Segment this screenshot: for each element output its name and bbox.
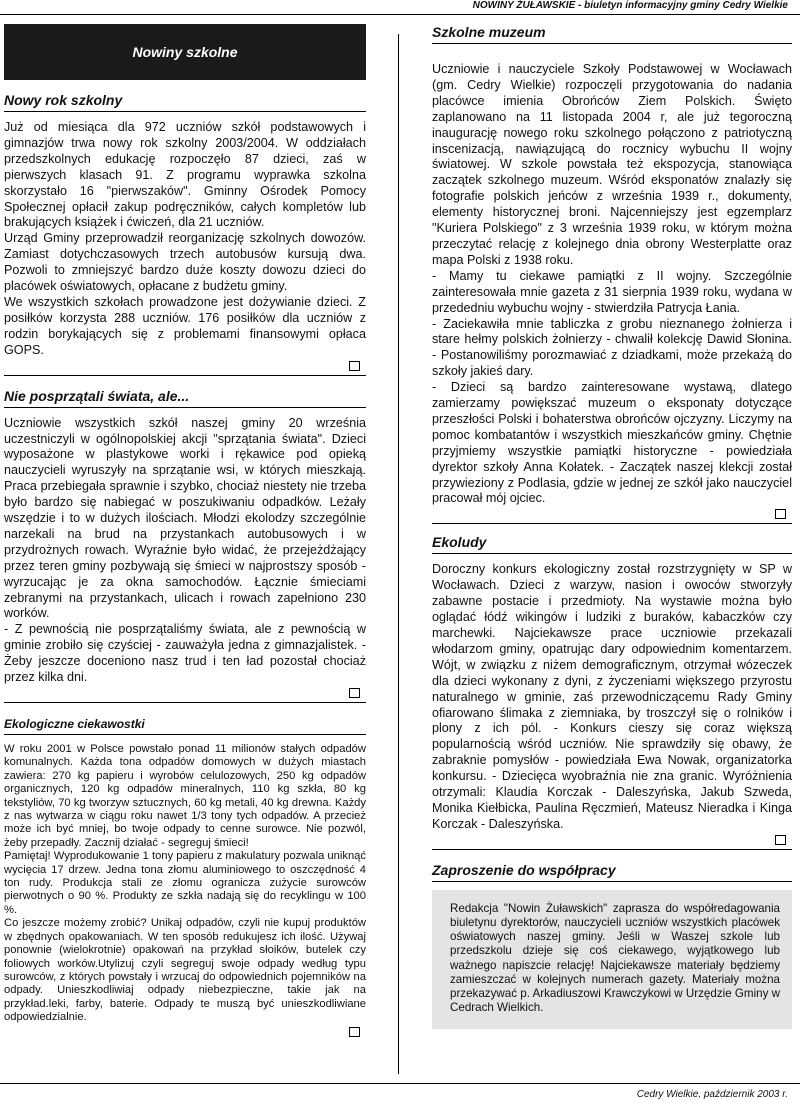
article-title-ekoludy: Ekoludy	[432, 534, 792, 554]
article-title-nie-posprzatali: Nie posprzątali świata, ale...	[4, 388, 366, 408]
end-of-article-box	[775, 835, 786, 845]
paragraph: - Mamy tu ciekawe pamiątki z II wojny. Szczególnie zainteresowała mnie gazeta z 31 sierpnia 1939 roku, wydana w przededniu wybuchu wojny - stwierdziła Patrycja Łania.	[432, 268, 792, 315]
paragraph: Pamiętaj! Wyprodukowanie 1 tony papieru z makulatury pozwala uniknąć wycięcia 17 drzew. Jedna tona złomu aluminiowego to oszczędność 4 ton rudy. Produkcja stali ze złomu ogranicza zużycie surowców pierwotnych o 90 %. Produkty ze szkła nadają się do recyklingu w 100 %.	[4, 850, 366, 916]
paragraph: Uczniowie i nauczyciele Szkoły Podstawowej w Wocławach (gm. Cedry Wielkie) rozpoczęli przygotowania do nadania placówce imienia Obrońców Ziem Polskich. Święto zaplanowano na 11 listopada 2004 r, ale już tegoroczną inaugurację nowego roku szkolnego połączono z patriotyczną inscenizacją, nawiązującą do rocznicy wybuchu II wojny światowej. W szkole powstała też ekspozycja, stanowiąca zaczątek szkolnego muzeum. Wśród eksponatów znalazły się fotografie polskich jeńców z września 1939 r., dokumenty, elementy historycznej broni. Najcenniejszy jest egzemplarz "Kuriera Polskiego" z 3 września 1939 roku, w którym można przeczytać relację z kolejnego dnia obrony Westerplatte oraz mapa Polski z 1938 roku.	[432, 62, 792, 267]
article-title-eko-ciekawostki: Ekologiczne ciekawostki	[4, 717, 366, 735]
invitation-box	[432, 890, 792, 1030]
article-nie-posprzatali	[4, 416, 366, 698]
footer-text: Cedry Wielkie, październik 2003 r.	[636, 1089, 788, 1100]
article-nowy-rok	[4, 120, 366, 371]
paragraph: - Dzieci są bardzo zainteresowane wystawą, dlatego zamierzamy powiększać muzeum o eksponaty dotyczące przeszłości Polski i bohaterstwa obrońców ojczyzny. Liczymy na pomoc kombatantów i wszystkich mieszkańców gminy. Chętnie przyjmiemy wszystkie pamiątki historyczne - powiedziała dyrektor szkoły Anna Kołatek. - Zaczątek naszej klekcji został przywieziony z Podlasia, gdzie w jednej ze szkół jako nauczyciel pracował mój ojciec.	[432, 380, 792, 506]
end-of-article-box	[349, 1027, 360, 1037]
left-column	[4, 24, 366, 1037]
column-divider	[398, 34, 399, 1074]
end-of-article-box	[775, 509, 786, 519]
footer-rule	[0, 1083, 800, 1084]
paragraph: Już od miesiąca dla 972 uczniów szkół podstawowych i gimnazjów trwa nowy rok szkolny 2003/2004. W oddziałach przedszkolnych edukację rozpoczęło 87 dzieci, zaś w pierwszych klasach 91. Z programu wyprawka szkolna skorzystało 16 "pierwszaków". Gminny Ośrodek Pomocy Społecznej opłacił zakup podręczników, całych kompletów lub brakujących książek i ćwiczeń, dla 21 uczniów.	[4, 120, 366, 230]
paragraph: We wszystkich szkołach prowadzone jest dożywianie dzieci. Z posiłków korzysta 288 uczniów. 176 posiłków dla uczniów z rodzin borykających się z problemami finansowymi opłaca GOPS.	[4, 294, 366, 357]
right-column	[432, 24, 792, 1029]
section-banner: Nowiny szkolne	[4, 24, 366, 80]
end-of-article-box	[349, 688, 360, 698]
article-ekoludy	[432, 562, 792, 844]
article-title-nowy-rok: Nowy rok szkolny	[4, 92, 366, 112]
paragraph: Urząd Gminy przeprowadził reorganizację szkolnych dowozów. Zamiast dotychczasowych trzech autobusów kursują dwa. Pozwoli to zmniejszyć bardzo duże koszty dowozu dzieci do placówek oświatowych, opłacane z budżetu gminy.	[4, 231, 366, 294]
paragraph: - Zaciekawiła mnie tabliczka z grobu nieznanego żołnierza i stare hełmy polskich żołnierzy - chwalił kolekcję Dawid Słonina. - Postanowiliśmy porozmawiać z dziadkami, może przekażą do szkoły jakieś dary.	[432, 316, 792, 379]
article-eko-ciekawostki	[4, 743, 366, 1037]
paragraph: Uczniowie wszystkich szkół naszej gminy 20 września uczestniczyli w ogólnopolskiej akcji "sprzątania świata". Dzieci wyposażone w plastykowe worki i rękawice pod opieką nauczycieli wyruszyły na sprzątanie wsi, w których mieszkają. Praca przebiegała sprawnie i szybko, chociaż niestety nie trzeba było bardzo się nabiegać w poszukiwaniu odpadków. Leżały wszędzie i to w dużych ilościach. Młodzi ekolodzy szczególnie narzekali na brud na przystankach autobusowych i w przydrożnych rowach. Wyraźnie było widać, że przejeżdżający przez teren gminy pozbywają się śmieci w najprostszy sposób - wyrzucając je za okna samochodów. Łącznie śmieciami zebranymi na przystankach, ulicach i rowach zapełniono 230 worków.	[4, 415, 366, 621]
article-muzeum	[432, 62, 792, 519]
header-rule	[0, 14, 800, 15]
paragraph: Doroczny konkurs ekologiczny został rozstrzygnięty w SP w Wocławach. Dzieci z warzyw, nasion i owoców stworzyły zabawne postacie i przedmioty. Na wystawie można było oglądać łódź wikingów i ludziki z buraków, kabaczków czy marchewki. Najciekawsze prace uczniowie przekazali włodarzom gminy, opatrując dary odpowiednim komentarzem. Wójt, w związku z niżem demograficznym, otrzymał wózeczek dla dzieci wykonany z dyni, z życzeniami większego przyrostu naturalnego w gminie, zaś przewodniczącemu Rady Gminy ofiarowano ślimaka z ziemniaka, by troszczył się o rolników i plony z ich pól. - Konkurs cieszy się coraz większą popularnością wśród uczniów. Nie sprawdziły się obawy, że zabraknie pomysłów - powiedziała Ewa Nowak, organizatorka konkursu. - Dziecięca wyobraźnia nie zna granic. Wyróżnienia otrzymali: Klaudia Korczak - Daleszyńska, Jakub Szweda, Monika Kiełbicka, Paulina Ręczmień, Mateusz Nieradka i Kinga Korczak - Daleszyńska.	[432, 562, 792, 831]
end-of-article-box	[349, 361, 360, 371]
paragraph: W roku 2001 w Polsce powstało ponad 11 milionów stałych odpadów komunalnych. Każda tona odpadów domowych w dużych miastach zawiera: 270 kg papieru i wyrobów celulozowych, 250 kg odpadów organicznych, 120 kg odpadów mineralnych, 110 kg szkła, 80 kg tekstyliów, 70 kg tworzyw sztucznych, 60 kg metali, 40 kg drewna. Każdy z nas wytwarza w ciągu roku nawet 1/3 tony tych odpadów. A przecież może ich być mniej, bo twoje odpady to cenne surowce. Nie pozwól, żeby przepadły. Zacznij działać - segreguj śmieci!	[4, 743, 366, 849]
newsletter-header-title: NOWINY ŻUŁAWSKIE - biuletyn informacyjny gminy Cedry Wielkie	[472, 0, 788, 11]
paragraph: Co jeszcze możemy zrobić? Unikaj odpadów, czyli nie kupuj produktów w zbędnych opakowaniach. W ten sposób redukujesz ich ilość. Używaj ponownie (wielokrotnie) opakowań na przykład słoików, butelek czy foliowych worków.Utylizuj czyli segreguj swoje odpady według typu surowców, z których powstały i wrzucaj do odpowiednich pojemników na odpady. Unieszkodliwiaj odpady niebezpieczne, takie jak na przykład.leki, farby, baterie. Odpady te muszą być unieszkodliwiane odpowiedzialnie.	[4, 917, 366, 1024]
article-title-zaproszenie: Zaproszenie do współpracy	[432, 862, 792, 882]
article-title-muzeum: Szkolne muzeum	[432, 24, 792, 44]
paragraph: Redakcja "Nowin Żuławskich" zaprasza do współredagowania biuletynu dyrektorów, nauczycieli uczniów wszystkich placówek oświatowych naszej gminy. Jeśli w Waszej szkole lub przedszkolu dzieje się coś ciekawego, wyjątkowego lub ważnego napiszcie relację! Najciekawsze materiały będziemy zamieszczać w kolejnych numerach gazety. Materiały można przekazywać p. Arkadiuszowi Krawczykowi w Urzędzie Gminy w Cedrach Wielkich.	[450, 901, 780, 1015]
paragraph: - Z pewnością nie posprzątaliśmy świata, ale z pewnością w gminie zrobiło się czyściej - zauważyła jedna z gimnazjalistek. - Żeby jeszcze doceniono nasz trud i ten ład pozostał chociaż przez kilka dni.	[4, 622, 366, 685]
